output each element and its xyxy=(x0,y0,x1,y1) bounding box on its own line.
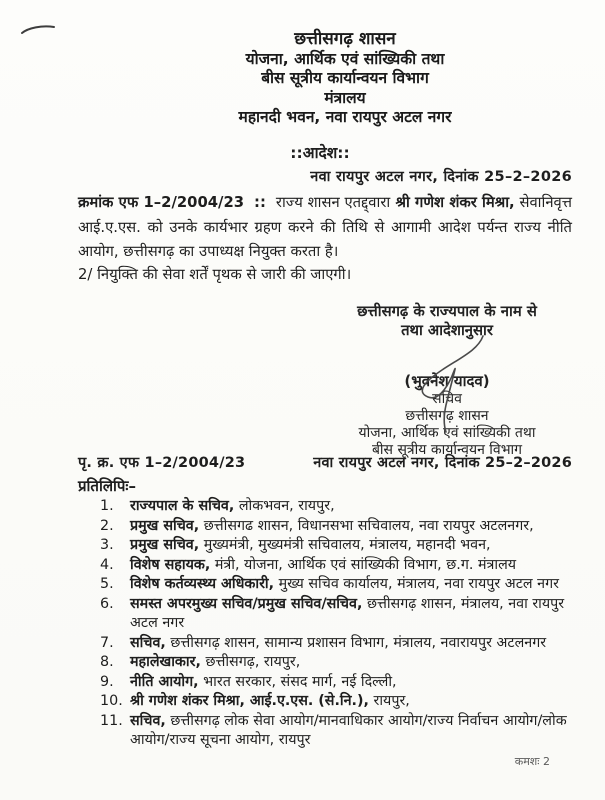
list-item-text xyxy=(130,653,578,673)
list-item-text xyxy=(130,692,578,712)
list-item-lead: श्री गणेश शंकर मिश्रा, आई.ए.एस. (से.नि.), xyxy=(130,693,369,709)
list-item xyxy=(100,712,578,751)
letterhead-government: छत्तीसगढ़ शासन xyxy=(294,29,396,49)
list-item-rest: रायपुर, xyxy=(368,693,410,709)
reference-line xyxy=(78,452,572,472)
list-item-rest: छत्तीसगढ शासन, विधानसभा सचिवालय, नवा रायपुर अटलनगर, xyxy=(199,517,534,534)
list-item-rest: मंत्री, योजना, आर्थिक एवं सांख्यिकी विभाग, छ.ग. मंत्रालय xyxy=(210,556,517,573)
list-item-rest: लोकभवन, रायपुर, xyxy=(234,498,335,514)
list-item xyxy=(100,536,578,556)
order-title: ::आदेश:: xyxy=(290,144,350,162)
list-item-number: 4. xyxy=(100,556,114,573)
letterhead-department-1: योजना, आर्थिक एवं सांख्यिकी तथा xyxy=(245,49,445,68)
list-item xyxy=(100,673,578,693)
letterhead-address: महानदी भवन, नवा रायपुर अटल नगर xyxy=(238,108,452,126)
appointee-name: श्री गणेश शंकर मिश्रा, xyxy=(390,194,515,211)
order-text-before-name: राज्य शासन एतद्द्वारा xyxy=(275,194,391,211)
signatory-org-3: बीस सूत्रीय कार्यान्वयन विभाग xyxy=(371,442,523,458)
list-item xyxy=(100,517,578,537)
list-item-rest: छत्तीसगढ़ शासन, सामान्य प्रशासन विभाग, मंत्रालय, नवारायपुर अटलनगर xyxy=(165,634,547,651)
order-paragraph-1 xyxy=(78,191,572,265)
list-item-text xyxy=(130,517,578,537)
list-item-rest: मुख्य सचिव कार्यालय, मंत्रालय, नवा रायपुर अटल नगर xyxy=(274,576,559,592)
continuation-note: कमशः 2 xyxy=(514,755,550,768)
signatory-name: (भुवनेश यादव) xyxy=(404,372,490,390)
copies-label: प्रतिलिपिः– xyxy=(78,477,136,495)
list-item-lead: प्रमुख सचिव, xyxy=(130,537,200,553)
list-item-rest: मुख्यमंत्री, मुख्यमंत्री सचिवालय, मंत्रालय, महानदी भवन, xyxy=(199,537,491,553)
signature-scrawl-icon xyxy=(398,330,518,440)
list-item-number: 3. xyxy=(100,537,114,553)
letterhead xyxy=(85,30,605,128)
copies-list xyxy=(100,497,578,751)
order-separator: :: xyxy=(254,194,266,211)
list-item-lead: विशेष कर्तव्यस्थ्य अधिकारी, xyxy=(130,576,275,592)
letterhead-ministry: मंत्रालय xyxy=(324,88,366,107)
list-item-lead: विशेष सहायक, xyxy=(130,556,211,573)
list-item-text xyxy=(130,634,578,654)
by-order-line-2: तथा आदेशानुसार xyxy=(401,322,493,339)
list-item-number: 2. xyxy=(100,517,114,534)
order-text-after-name: सेवानिवृत्त आई.ए.एस. को उनके कार्यभार ग्रहण करने की तिथि से आगामी आदेश पर्यन्त राज्य नीति आयोग, छत्तीसगढ़ का उपाध्यक्ष नियुक्त करता है। xyxy=(78,194,572,260)
letterhead-department-2: बीस सूत्रीय कार्यान्वयन विभाग xyxy=(261,69,429,87)
list-item xyxy=(100,497,578,517)
list-item-lead: प्रमुख सचिव, xyxy=(130,517,200,534)
list-item-text xyxy=(130,556,578,576)
list-item-text xyxy=(130,536,578,556)
list-item-lead: नीति आयोग, xyxy=(130,673,199,690)
list-item xyxy=(100,692,578,712)
list-item xyxy=(100,556,578,576)
list-item-text xyxy=(130,575,578,595)
list-item-number: 6. xyxy=(100,595,114,612)
list-item xyxy=(100,634,578,654)
dateline: नवा रायपुर अटल नगर, दिनांक 25–2–2026 xyxy=(310,169,572,185)
list-item xyxy=(100,575,578,595)
order-paragraph-2: 2/ नियुक्ति की सेवा शर्तें पृथक से जारी की जाएगी। xyxy=(78,266,352,283)
list-item-text xyxy=(130,497,578,517)
list-item-text xyxy=(130,712,578,751)
signatory-designation: सचिव xyxy=(432,391,462,407)
order-number: क्रमांक एफ 1–2/2004/23 xyxy=(78,194,245,211)
list-item-lead: राज्यपाल के सचिव, xyxy=(130,498,235,514)
reference-number: पृ. क्र. एफ 1–2/2004/23 xyxy=(78,455,246,471)
reference-dateline: नवा रायपुर अटल नगर, दिनांक 25–2–2026 xyxy=(313,455,572,471)
signatory-org-1: छत्तीसगढ़ शासन xyxy=(405,408,489,424)
list-item-number: 7. xyxy=(100,634,114,651)
list-item xyxy=(100,595,578,634)
list-item-number: 10. xyxy=(100,693,123,709)
list-item-text xyxy=(130,595,578,634)
list-item-number: 8. xyxy=(100,654,114,670)
signatory-org-2: योजना, आर्थिक एवं सांख्यिकी तथा xyxy=(358,425,536,441)
pen-mark-icon xyxy=(14,18,64,42)
list-item xyxy=(100,653,578,673)
list-item-number: 11. xyxy=(100,712,123,729)
list-item-rest: छत्तीसगढ़, रायपुर, xyxy=(200,654,301,670)
list-item-text xyxy=(130,673,578,693)
by-order-line-1: छत्तीसगढ़ के राज्यपाल के नाम से xyxy=(357,303,537,320)
list-item-lead: सचिव, xyxy=(130,712,166,729)
list-item-number: 5. xyxy=(100,576,114,592)
list-item-lead: महालेखाकार, xyxy=(130,654,201,670)
list-item-rest: छत्तीसगढ़ शासन, मंत्रालय, नवा रायपुर अटल नगर xyxy=(130,595,565,631)
list-item-rest: भारत सरकार, संसद मार्ग, नई दिल्ली, xyxy=(198,673,397,690)
list-item-rest: छत्तीसगढ़ लोक सेवा आयोग/मानवाधिकार आयोग/राज्य निर्वाचन आयोग/लोक आयोग/राज्य सूचना आयोग, रायपुर xyxy=(130,712,567,748)
list-item-number: 1. xyxy=(100,498,114,514)
list-item-lead: सचिव, xyxy=(130,634,166,651)
list-item-number: 9. xyxy=(100,673,114,690)
list-item-lead: समस्त अपरमुख्य सचिव/प्रमुख सचिव/सचिव, xyxy=(130,595,363,612)
